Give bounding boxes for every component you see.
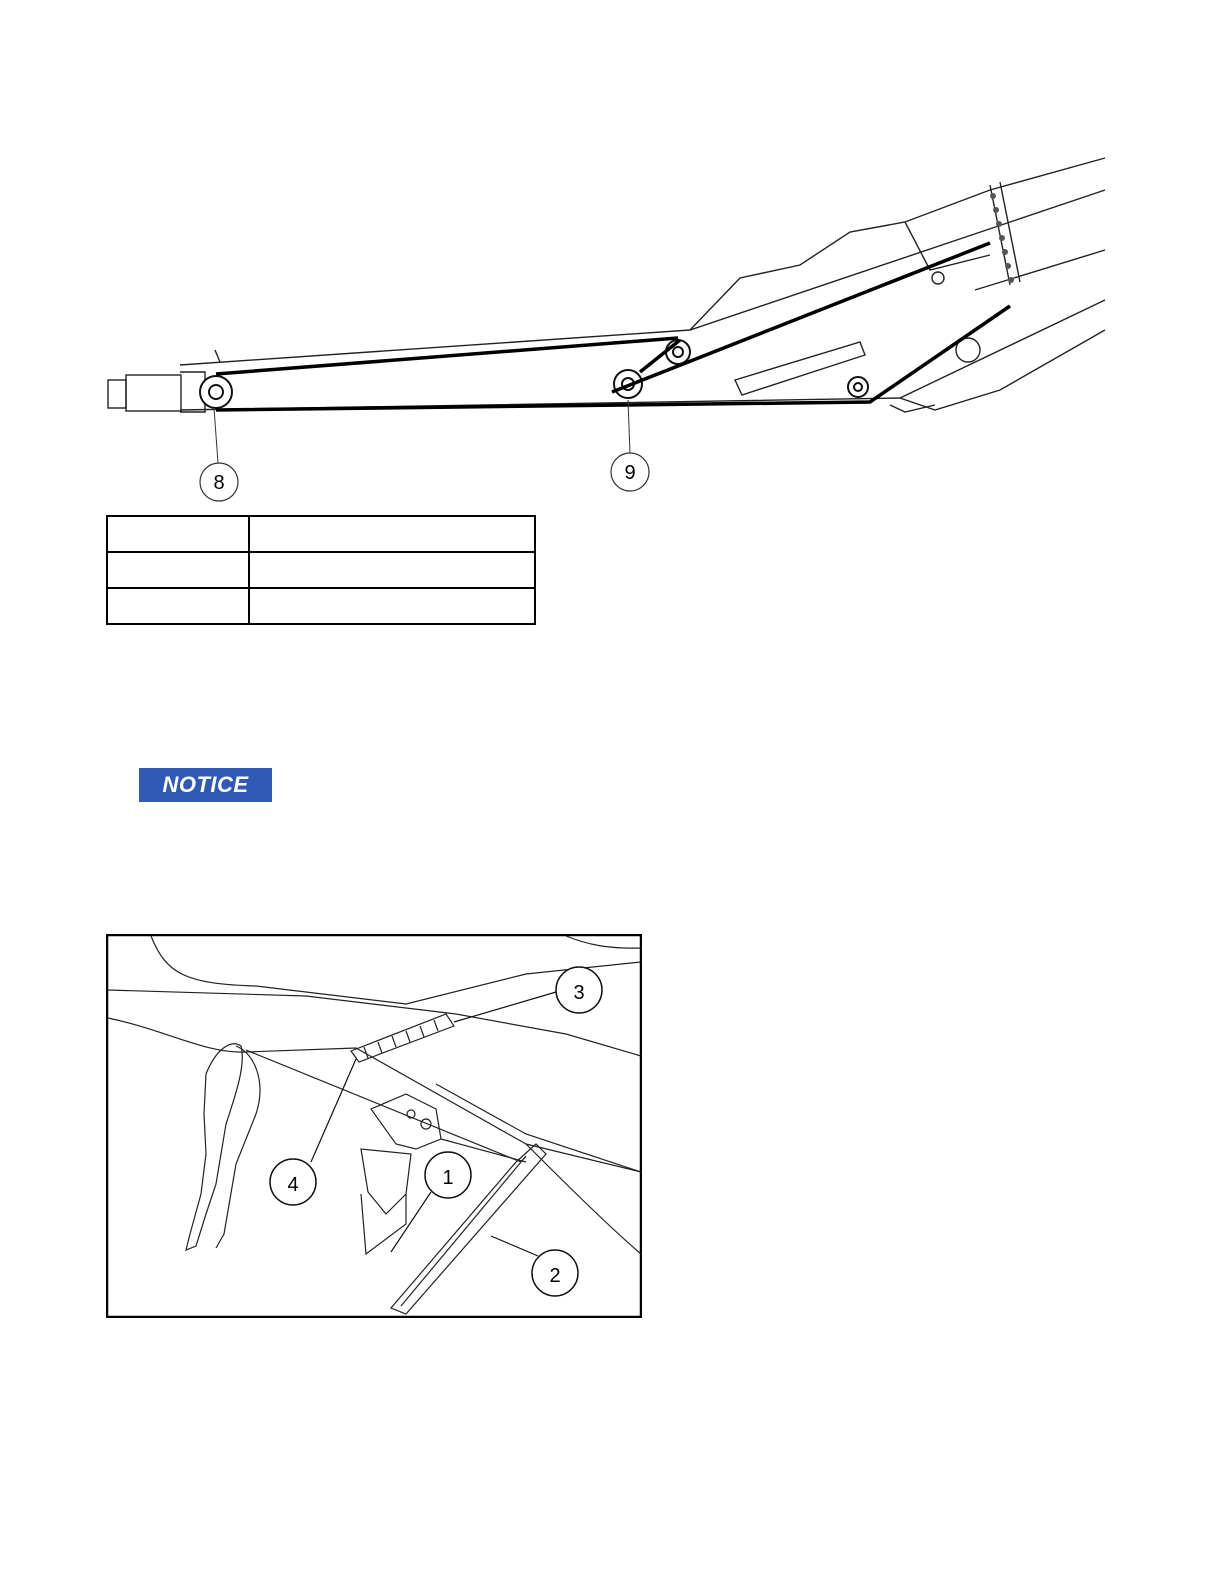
callout-1-label: 1: [442, 1167, 454, 1189]
callout-8-label: 8: [213, 472, 225, 494]
callout-9-label: 9: [624, 462, 636, 484]
callout-9: [611, 453, 649, 491]
callout-3-label: 3: [573, 982, 585, 1004]
notice-badge: NOTICE: [139, 768, 272, 802]
reference-table: [106, 515, 536, 625]
table-cell: [107, 552, 249, 588]
table-cell: [249, 588, 535, 624]
table-row: [107, 552, 535, 588]
callout-3: [556, 967, 602, 1013]
callout-4-label: 4: [287, 1174, 299, 1196]
table-cell: [107, 588, 249, 624]
callout-1: [425, 1152, 471, 1198]
callout-8: [200, 463, 238, 501]
table-cell: [107, 516, 249, 552]
table-row: [107, 588, 535, 624]
table-cell: [249, 552, 535, 588]
belt-lacing-tool-drawing: [106, 934, 642, 1318]
conveyor-belt-drawing: [0, 0, 1224, 510]
callout-2-label: 2: [549, 1265, 561, 1287]
table-cell: [249, 516, 535, 552]
callout-2: [532, 1250, 578, 1296]
callout-4: [270, 1159, 316, 1205]
table-row: [107, 516, 535, 552]
